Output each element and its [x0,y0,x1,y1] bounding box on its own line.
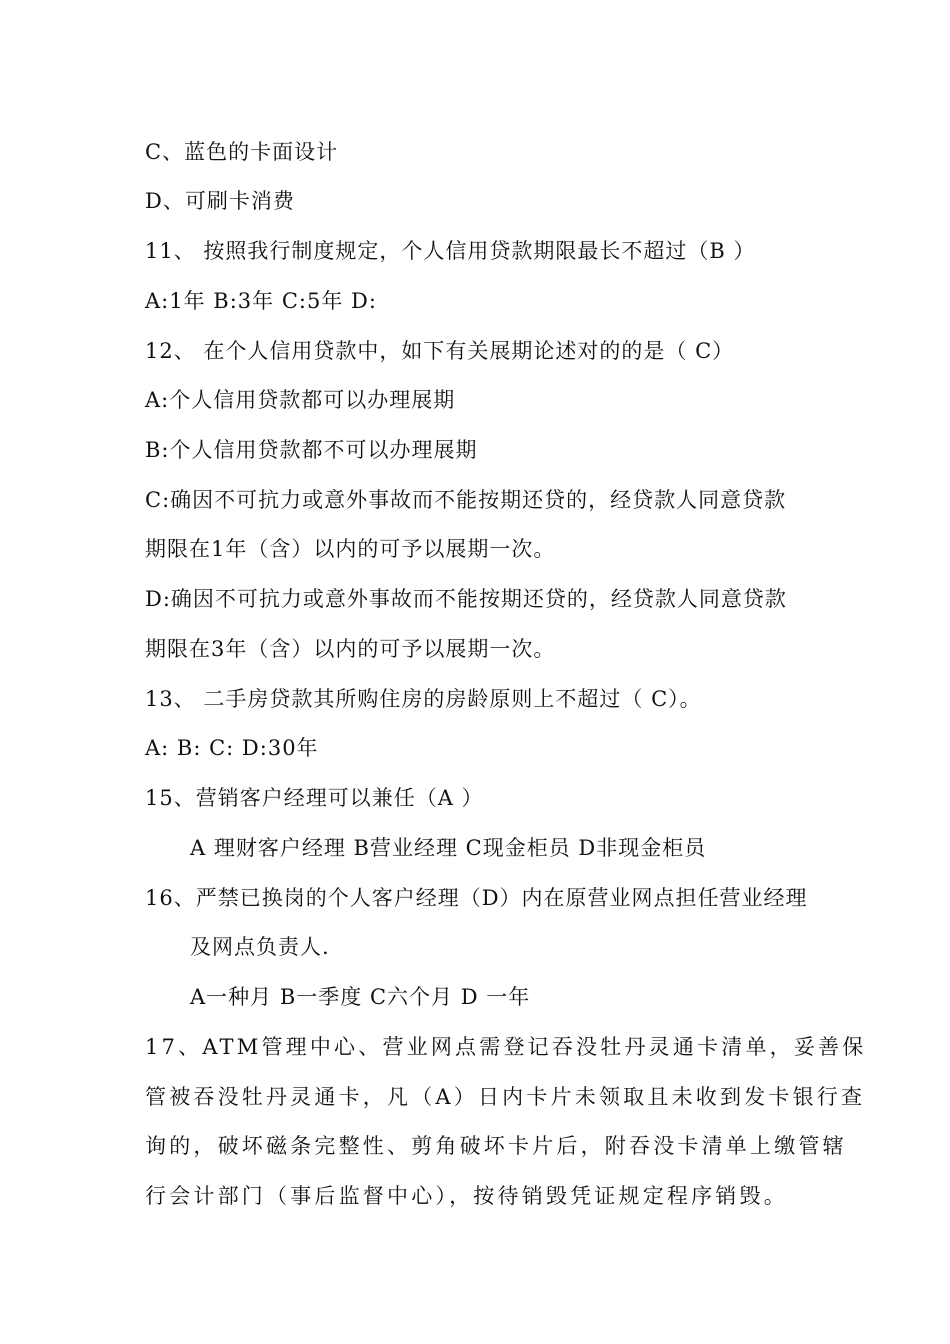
option-c-q10: C、蓝色的卡面设计 [145,140,339,164]
option-c-q12-cont: 期限在1年（含）以内的可予以展期一次。 [145,537,556,561]
question-12: 12、 在个人信用贷款中，如下有关展期论述对的的是（ C） [145,339,735,363]
option-a-q12: A:个人信用贷款都可以办理展期 [145,388,456,412]
option-d-q12: D:确因不可抗力或意外事故而不能按期还贷的，经贷款人同意贷款 [145,587,787,611]
option-d-q10: D、可刷卡消费 [145,189,295,213]
question-17-cont-2: 询的，破坏磁条完整性、剪角破坏卡片后，附吞没卡清单上缴管辖 [145,1134,847,1158]
question-17-cont-3: 行会计部门（事后监督中心），按待销毁凭证规定程序销毁。 [145,1184,788,1208]
question-13: 13、 二手房贷款其所购住房的房龄原则上不超过（ C）。 [145,687,702,711]
option-c-q12: C:确因不可抗力或意外事故而不能按期还贷的，经贷款人同意贷款 [145,488,787,512]
options-q15: A 理财客户经理 B营业经理 C现金柜员 D非现金柜员 [190,836,707,860]
options-q13: A: B: C: D:30年 [145,736,319,760]
question-15: 15、营销客户经理可以兼任（A ） [145,786,484,810]
options-q11: A:1年 B:3年 C:5年 D: [145,289,377,313]
option-d-q12-cont: 期限在3年（含）以内的可予以展期一次。 [145,637,556,661]
options-q16: A一种月 B一季度 C六个月 D 一年 [190,985,531,1009]
question-17-cont-1: 管被吞没牡丹灵通卡，凡（A）日内卡片未领取且未收到发卡银行查 [145,1085,866,1109]
question-16: 16、严禁已换岗的个人客户经理（D）内在原营业网点担任营业经理 [145,886,808,910]
question-11: 11、 按照我行制度规定，个人信用贷款期限最长不超过（B ） [145,239,756,263]
question-17: 17、ATM管理中心、营业网点需登记吞没牡丹灵通卡清单，妥善保 [145,1035,867,1059]
question-16-cont: 及网点负责人. [190,935,330,959]
option-b-q12: B:个人信用贷款都不可以办理展期 [145,438,478,462]
